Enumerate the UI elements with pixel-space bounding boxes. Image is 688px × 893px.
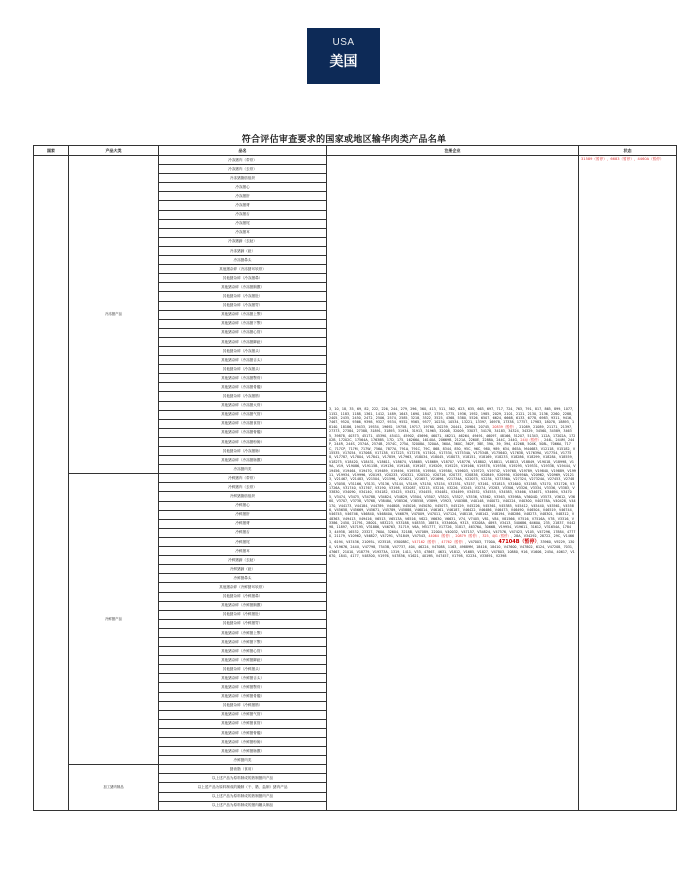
country-header-badge (307, 28, 380, 84)
product-name-cell: 其他猪杂碎（冷鲜猪肚） (159, 610, 327, 619)
product-name-cell: 其他猪杂碎（冷冻猪鼻） (159, 274, 327, 283)
product-name-cell: 其他猪杂碎（冷冻猪脊髓） (159, 428, 327, 437)
suspended-enterprise-text: 244J（暂停） (520, 437, 541, 442)
product-name-cell: 以上述产品为原料制成的熟制猪肉产品 (159, 774, 327, 783)
product-name-cell: 其他猪杂碎（冷鲜猪上颚） (159, 628, 327, 637)
product-list-table (33, 145, 677, 811)
product-name-cell: 冷鲜猪肉（去骨） (159, 483, 327, 492)
product-name-cell: 其他猪杂碎（冷冻猪上颚） (159, 310, 327, 319)
product-name-cell: 冷鲜猪肾 (159, 519, 327, 528)
product-name-cell: 其他猪杂碎（冷鲜猪食管） (159, 719, 327, 728)
suspended-enterprise-text: V47162（暂停）、47762（暂停） (412, 539, 466, 544)
product-name-cell: 冷鲜猪舌 (159, 528, 327, 537)
product-name-cell: 其他猪杂碎（冷冻猪颚骨） (159, 374, 327, 383)
product-name-cell: 猪油脂（食用） (159, 765, 327, 774)
product-name-cell: 冷鲜猪蹄（趾） (159, 565, 327, 574)
header-category: 产品大类 (69, 146, 159, 156)
product-name-cell: 其他猪杂碎（冷鲜猪舌头） (159, 674, 327, 683)
header-status: 状态 (579, 146, 677, 156)
product-name-cell: 冷冻猪蹄（去趾） (159, 237, 327, 246)
product-name-cell: 其他猪杂碎（冷冻猪头） (159, 365, 327, 374)
enterprise-text: 、21089、21089、21171、21397、27373、27384、27388、31891、31893、31934、31913、31965、32008、32009、33037、34178、34183、34324、34329、34560、34589、34635、39878、40373、45171、45390、45411、45902、45696、46071、46211、46264、49491、46097、48166、51207、51343、112A、17202A、17202B、17202C、17564A、17638B、17D、175、16266A、16140A、20669B、2121A、2260E、2288A、244C、244G、 (329, 424, 576, 442)
product-name-cell: 冷鲜猪脂肪组织 (159, 492, 327, 501)
product-name-cell: 以上述产品为原料制成的腌制（干、腊、盐制）猪肉产品 (159, 783, 327, 792)
product-name-cell: 冷鲜猪耳 (159, 547, 327, 556)
status-cell: 31589（暂停），6683（暂停），4460A（暂停） (579, 156, 677, 811)
product-name-cell: 其他猪杂碎（冷鲜猪耳软骨） (159, 583, 327, 592)
product-name-cell: 冷鲜猪肉（带骨） (159, 474, 327, 483)
product-name-cell: 其他猪杂碎（冷冻猪肚） (159, 292, 327, 301)
product-name-cell: 其他猪杂碎（冷冻猪胸膜） (159, 283, 327, 292)
product-name-cell: 其他猪杂碎（冷鲜猪脚趾） (159, 656, 327, 665)
enterprise-text: 、33960、V9229、1300、V19676、244U、V47798、7543B、V47737、404、46224、V47088、1163、49889M、18416、18410、V47600、V47802、6124、V47208、7031、47667、21010、V18779、V19373A、1319、1411、V53、47867、4631、V1812、V1685、V1827、V47803、10880、916、V1606、245A、40617、V1670、1841、4177、V48300、V1976、V47836、V1621、4019B、V47457、V1798、V2234、V33891、V2398 (329, 539, 576, 558)
header-country: 国家 (34, 146, 69, 156)
enterprise-text: 、V47003、7700A、 (465, 539, 499, 544)
product-name-cell: 其他猪杂碎（冷鲜猪筋） (159, 701, 327, 710)
country-name-zh: 美国 (329, 54, 358, 70)
enterprise-text: 3、10、18、35、69、82、222、226、244、279、296、360、413、511、562、623、635、663、697、717、724、763、791、817、865、899、1077、1152、1183、1188、1361、1412、1489、1643、1690、1847、1759、1775、1936、1952、1985、2029、2101、2121、2130、2136、2260、2288、2405、2435、2450、2472、2506、2574、2585、3218、3522、3525、4368、5380、5526、6507、6624、6668、6133、6778、6983、9311、9416、7467、9520、9366、9398、9327、9534、9552、9565、9577、10234、10534、13221、13397、16978、17338、17757、17983、18078、18893、18140、18186、19433、19534、19692、19758、19717、19760、20239、20441、20984、20745、 (329, 407, 576, 429)
product-name-cell: 其他猪杂碎（冷冻猪心管） (159, 328, 327, 337)
product-name-cell: 其他猪杂碎（冷鲜猪鼻） (159, 592, 327, 601)
suspended-enterprise-text: 20839（暂停） (492, 424, 517, 429)
category-cell: 冷鲜猪产品 (69, 474, 159, 765)
product-name-cell: 其他猪杂碎（冷冻猪肠膜） (159, 456, 327, 465)
product-name-cell: 其他猪杂碎（冷冻猪耳软骨） (159, 265, 327, 274)
category-cell: 加工猪肉制品 (69, 765, 159, 810)
product-name-cell: 冷鲜猪蹄（去趾） (159, 556, 327, 565)
table-row (34, 156, 677, 165)
product-name-cell: 冷鲜猪肝 (159, 510, 327, 519)
product-name-cell: 以上述产品为原料制成的熟制猪肉产品 (159, 792, 327, 801)
product-name-cell: 其他猪杂碎（冷鲜猪粉肠） (159, 738, 327, 747)
product-name-cell: 其他猪杂碎（冷冻猪骨髓） (159, 383, 327, 392)
enterprise-text: 、28A、V34292、28722、29C、V14661、6194、V47436、21095L、V23518、V30088C、 (329, 534, 575, 544)
product-name-cell: 冷鲜猪尾 (159, 537, 327, 546)
table-header-row (34, 146, 677, 156)
product-name-cell: 冷鲜猪鼻头 (159, 574, 327, 583)
suspended-enterprise-text: 44064（暂停）、20879（暂停）、325、4JG（暂停） (428, 534, 511, 539)
product-name-cell: 其他猪杂碎（冷鲜猪气管） (159, 710, 327, 719)
product-name-cell: 冷冻猪肉类 (159, 465, 327, 474)
product-name-cell: 其他猪杂碎（冷冻猪脚趾） (159, 337, 327, 346)
product-name-cell: 冷冻猪心 (159, 183, 327, 192)
product-name-cell: 冷鲜猪心 (159, 501, 327, 510)
page-title: 符合评估审查要求的国家或地区输华肉类产品名单 (241, 135, 447, 145)
enterprise-list-cell (327, 156, 579, 811)
product-name-cell: 其他猪杂碎（冷鲜猪骨髓） (159, 692, 327, 701)
product-name-cell: 其他猪杂碎（冷冻猪肠） (159, 447, 327, 456)
product-name-cell: 其他猪杂碎（冷冻猪舌头） (159, 356, 327, 365)
suspended-enterprise-text: 47104B（暂停） (498, 538, 538, 545)
product-name-cell: 以上述产品为原料制成的猪肉罐头制品 (159, 801, 327, 810)
product-name-cell: 冷冻猪肝 (159, 192, 327, 201)
product-name-cell: 其他猪杂碎（冷鲜猪颚骨） (159, 683, 327, 692)
product-name-cell: 冷冻猪肾 (159, 201, 327, 210)
product-name-cell: 其他猪杂碎（冷鲜猪胃） (159, 619, 327, 628)
product-name-cell: 冷冻猪肉（带骨） (159, 156, 327, 165)
product-name-cell: 冷冻猪尾 (159, 219, 327, 228)
product-name-cell: 其他猪杂碎（冷鲜猪脊髓） (159, 728, 327, 737)
product-name-cell: 其他猪杂碎（冷冻猪食管） (159, 419, 327, 428)
product-name-cell: 其他猪杂碎（冷鲜猪胸膜） (159, 601, 327, 610)
product-name-cell: 冷冻猪鼻头 (159, 256, 327, 265)
product-name-cell: 其他猪杂碎（冷冻猪头） (159, 346, 327, 355)
product-name-cell: 其他猪杂碎（冷冻猪气管） (159, 410, 327, 419)
product-name-cell: 冷冻猪脂肪组织 (159, 174, 327, 183)
product-name-cell: 其他猪杂碎（冷冻猪大骨） (159, 401, 327, 410)
product-name-cell: 冷冻猪耳 (159, 228, 327, 237)
header-enterprise: 注册企业 (327, 146, 579, 156)
product-name-cell: 冷冻猪舌 (159, 210, 327, 219)
product-name-cell: 冷冻猪蹄（趾） (159, 246, 327, 255)
enterprise-text: 、244L、244M、244P、244R、244S、2574A、2574B、2574C、275A、32008A、320AA、360A、360C、362F、38E、39A、39、394、4226B、504K、508L、7066A、717C、717CP、717M、717W、756A、7877A、791A、791C、79C、868、8344、850、95C、96C、980、989、634、865A、M44683、V12118、V15182、V15535、V17054、V17068、V17138、V17223、V17278、V17401、V17534、V17534A、V17534B、V17564D、V17638、V17639A、V17754、V17758、V17787、V17804、V17841、V17859、V17963、V18034、V18045、V18073、V18151、V18169、V18233、V18286、V18299、V18284、V18559、V18275、V18420、V18431、V18611、V18674、V18685、V18689、V18707、V18776、V18802、V18811、V18813、V18849、V19018、V18998、V19A、V19、V19086、V19115B、V19136、V19148、V19167、V19209、V19225、V19166、V19378、V19356、V19295、V19331、V19338、V19444、V19456、V19464、V19470、V19489、V19494、V19558、V19564、V19584、V19603、V19723、V19742、V19768、V19789、V19840、V19889、V19911、V19934、V19996、V20193、V20233、V20321、V20520、V20716、V20737、V20838、V20849、V20956、V20956A、V20962、V20969、V21213、V21467、V21483、V21504、V21596、V21621、V21657、V21696、V21734A、V22075、V2234、V27336A、V27324、V27324A、V27453、V27482、V3058、V31166、V3131、V3136、V3144、V3149、V3150、V3154、V31551、V3157、V3161、V31815、V31640、V31585、V3170、V31726、V31726A、V31740、V31767、V3190、V3198、V32087、V3215、V3216、V3226、V3245、V3274、V3283、V3306、V3326、V3334、V3336、V3383、V33830、V34090、V34140、V34182、V3425、V3431、V34455、V34481、V34499、V34552、V34555、V34583、V3466、V34671、V34694、V34705、V3474、V3475、V34788、V34824、V34829、V3504、V3507、V3521、V3527、V3536、V3562、V3563、V3598A、V3604D、V3573、V3612、V3660、V3707、V3738、V3768、V3848A、V38526、V38558、V3899、V3923、V4038B、V40148、V40072、V40224、V40300、V40378A、V40428、V44170、V44173、V44184、V44789、V44808、V45016、V45030、V45073、V45129、V45226、V45361、V45385、V45412、V45440、V45561、V45586、V45658、V45669、V45671、V45789、V45888、V46014、V46161、V46187、V46422、V46486、V46473、V46490、V46504、V46519、V46744、V46745、V46746、V46840、V46840A、V46879、V47009、V47011、V47124、V48118、V48142、V48194、V48286、V48273、V48301、V48312、V48363、V49413、V49416、V6513、V6513A、V6516、V622、V6630、V6631、V74、V7405、V81、V84、V81566、V7516、V7516A、V78、V3316、V3386、2450、21791、28001、V83223、V33188、V48335、18874、V33460A、9313、V3208A、4893、V3413、340686、6460A、235、21837、V44298、11897、V47195、V31886、V46763、31719、V6A、M51777、V17726、31817、46376A、3066B、V19954、V19611、31612、V31654A、17843、44938、16532、23327、760A、32604、3218B、V47089、22004、V40032、V47157、V34824、V47576、V47423、V105、V47296、17884、47770、21179、V10962、V46827、V47291、V31849、V47543、 (329, 437, 576, 539)
product-name-cell: 其他猪杂碎（冷鲜猪肠膜） (159, 747, 327, 756)
country-name-en: USA (332, 37, 355, 48)
category-cell: 冷冻猪产品 (69, 156, 159, 474)
product-name-cell: 其他猪杂碎（冷冻猪下颚） (159, 319, 327, 328)
product-name-cell: 其他猪杂碎（冷鲜猪心管） (159, 647, 327, 656)
product-name-cell: 其他猪杂碎（冷冻猪筋） (159, 392, 327, 401)
product-name-cell: 冷鲜猪肉类 (159, 756, 327, 765)
country-cell (34, 156, 69, 811)
product-name-cell: 其他猪杂碎（冷鲜猪下颚） (159, 637, 327, 646)
header-product: 品名 (159, 146, 327, 156)
product-name-cell: 其他猪杂碎（冷鲜猪头） (159, 665, 327, 674)
product-name-cell: 冷冻猪肉（去骨） (159, 165, 327, 174)
product-name-cell: 其他猪杂碎（冷冻猪粉肠） (159, 437, 327, 446)
product-name-cell: 其他猪杂碎（冷冻猪胃） (159, 301, 327, 310)
